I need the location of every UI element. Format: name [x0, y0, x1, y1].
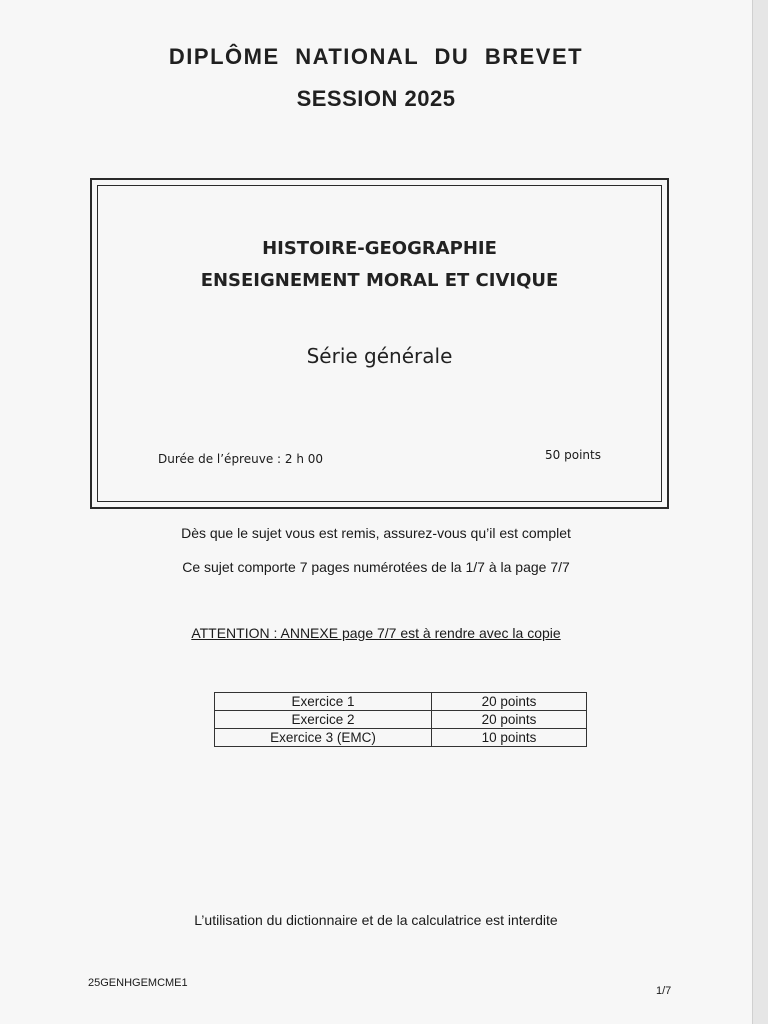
rules-note: L’utilisation du dictionnaire et de la calculatrice est interdite: [194, 912, 558, 928]
table-row: [215, 693, 587, 711]
subject-frame: [90, 178, 669, 509]
exercise-name: Exercice 3 (EMC): [215, 729, 432, 747]
exercise-points: 20 points: [432, 711, 587, 729]
exercise-name: Exercice 1: [215, 693, 432, 711]
subject-frame-inner: [97, 185, 662, 502]
serie-label: Série générale: [306, 344, 453, 368]
table-row: [215, 729, 587, 747]
exercise-points: 20 points: [432, 693, 587, 711]
attention-annex: ATTENTION : ANNEXE page 7/7 est à rendre avec la copie: [191, 625, 561, 641]
subject-line-2: ENSEIGNEMENT MORAL ET CIVIQUE: [200, 270, 559, 291]
table-row: [215, 711, 587, 729]
exercise-name: Exercice 2: [215, 711, 432, 729]
duration-label: Durée de l’épreuve : 2 h 00: [158, 452, 324, 466]
exercise-table: [214, 692, 587, 747]
total-points: 50 points: [545, 448, 601, 462]
instruction-pages: Ce sujet comporte 7 pages numérotées de la 1/7 à la page 7/7: [182, 559, 570, 575]
session-label: SESSION 2025: [296, 86, 456, 111]
page-edge: [752, 0, 768, 1024]
instruction-complete: Dès que le sujet vous est remis, assurez-vous qu’il est complet: [181, 525, 571, 541]
subject-code: 25GENHGEMCME1: [88, 977, 188, 989]
exam-title: DIPLÔME NATIONAL DU BREVET: [168, 44, 584, 69]
exercise-points: 10 points: [432, 729, 587, 747]
subject-line-1: HISTOIRE-GEOGRAPHIE: [262, 238, 497, 259]
page-number: 1/7: [656, 985, 672, 997]
